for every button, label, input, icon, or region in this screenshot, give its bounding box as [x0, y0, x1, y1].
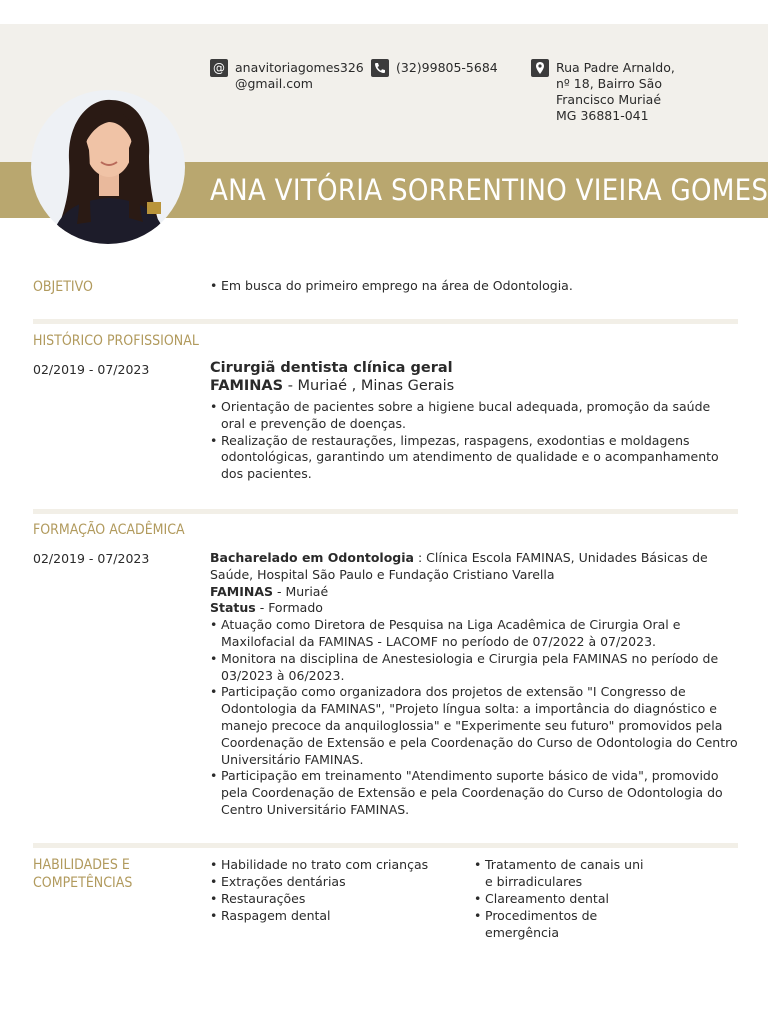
- skill-item: • Clareamento dental: [474, 890, 648, 907]
- school-line: [210, 584, 738, 601]
- objective-title: OBJETIVO: [33, 279, 93, 295]
- education-bullet: • Participação em treinamento "Atendimento suporte básico de vida", promovido pela Coordenação de Extensão e pela Coordenação do Curso de Odontologia do Centro Universitário FAMINAS.: [210, 768, 738, 818]
- history-title: HISTÓRICO PROFISSIONAL: [33, 333, 199, 349]
- status-value: - Formado: [255, 600, 323, 616]
- school-name: FAMINAS: [210, 583, 274, 599]
- education-title: FORMAÇÃO ACADÊMICA: [33, 522, 185, 538]
- status-label: Status: [210, 600, 256, 616]
- skill-item: • Tratamento de canais uni e birradiculares: [474, 856, 648, 890]
- skills-list: [210, 856, 738, 941]
- candidate-name: ANA VITÓRIA SORRENTINO VIEIRA GOMES: [210, 173, 768, 207]
- degree-detail: : Clínica Escola FAMINAS, Unidades Básicas de Saúde, Hospital São Paulo e Fundação Cristiano Varella: [210, 550, 708, 582]
- skill-item: • Habilidade no trato com crianças: [210, 856, 474, 873]
- employer-line: [210, 377, 738, 395]
- objective-text: [210, 278, 738, 295]
- skills-column-1: [210, 856, 474, 941]
- education-entry: [210, 550, 738, 819]
- skill-item: • Extrações dentárias: [210, 873, 474, 890]
- skill-item: • Raspagem dental: [210, 907, 474, 924]
- divider: [33, 319, 738, 324]
- skills-title: HABILIDADES E COMPETÊNCIAS: [33, 857, 133, 891]
- divider: [33, 843, 738, 848]
- profile-photo: [31, 90, 185, 244]
- skill-item: • Restaurações: [210, 890, 474, 907]
- status-line: [210, 600, 738, 617]
- skills-column-2: [474, 856, 738, 941]
- history-entry: [210, 360, 738, 483]
- job-title: Cirurgiã dentista clínica geral: [210, 360, 453, 376]
- svg-text:@: @: [213, 61, 225, 75]
- skill-item: • Procedimentos de emergência: [474, 907, 648, 941]
- education-bullet: • Monitora na disciplina de Anestesiologia e Cirurgia pela FAMINAS no período de 03/2023 à 06/2023.: [210, 651, 738, 685]
- history-bullet: • Orientação de pacientes sobre a higiene bucal adequada, promoção da saúde oral e prevenção de doenças.: [210, 399, 738, 433]
- school-location: - Muriaé: [273, 583, 329, 599]
- employer-name: FAMINAS: [210, 378, 284, 394]
- address-text: Rua Padre Arnaldo, nº 18, Bairro São Francisco Muriaé MG 36881-041: [556, 60, 675, 123]
- degree-name: Bacharelado em Odontologia: [210, 550, 414, 565]
- divider: [33, 509, 738, 514]
- phone-text[interactable]: (32)99805-5684: [396, 60, 498, 75]
- education-date: 02/2019 - 07/2023: [33, 551, 150, 566]
- history-date: 02/2019 - 07/2023: [33, 362, 150, 377]
- objective-bullet: • Em busca do primeiro emprego na área de Odontologia.: [210, 278, 738, 295]
- email-text[interactable]: anavitoriagomes326 @gmail.com: [235, 60, 364, 91]
- location-pin-icon: [531, 59, 549, 77]
- degree-line: [210, 550, 738, 584]
- education-bullet: • Atuação como Diretora de Pesquisa na Liga Acadêmica de Cirurgia Oral e Maxilofacial da FAMINAS - LACOMF no período de 07/2022 à 07/2023.: [210, 617, 738, 651]
- employer-location: - Muriaé , Minas Gerais: [283, 378, 455, 394]
- at-icon: [210, 59, 228, 77]
- phone-icon: [371, 59, 389, 77]
- education-bullet: • Participação como organizadora dos projetos de extensão "I Congresso de Odontologia da FAMINAS", "Projeto língua solta: a importância do diagnóstico e manejo precoce da anquiloglossia" e "Experimente seu futuro" promovidos pela Coordenação de Extensão e pela Coordenação do Curso de Odontologia do Centro Universitário FAMINAS.: [210, 684, 738, 768]
- history-bullet: • Realização de restaurações, limpezas, raspagens, exodontias e moldagens odontológicas, garantindo um atendimento de qualidade e o acompanhamento dos pacientes.: [210, 433, 738, 483]
